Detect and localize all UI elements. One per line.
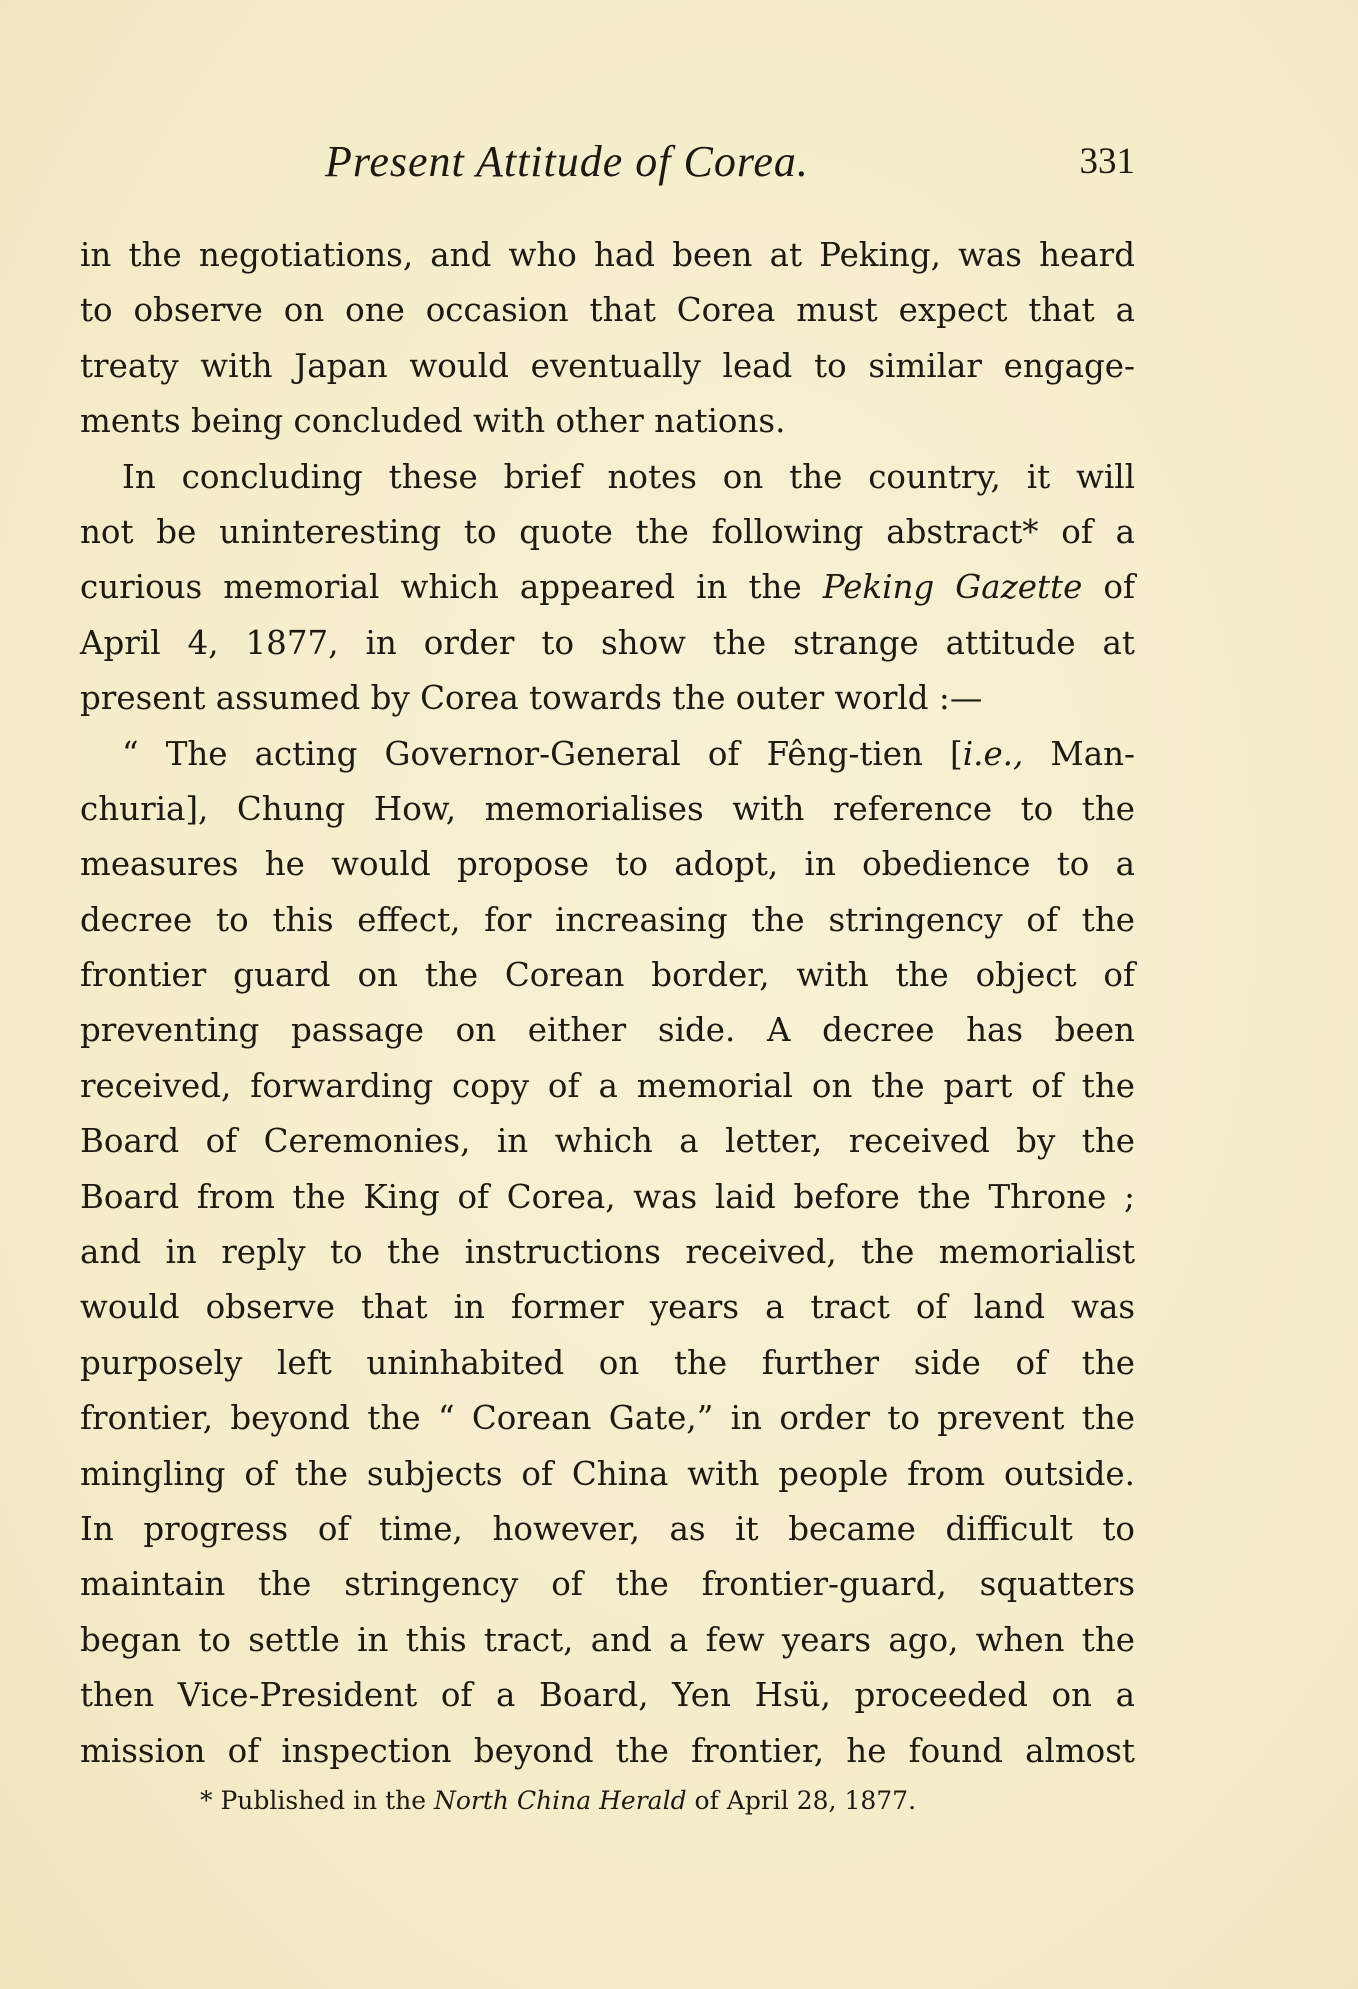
text-line: [80, 283, 1135, 338]
running-head: [80, 136, 1135, 196]
text-line: [80, 616, 1135, 671]
text-line: [80, 1225, 1135, 1280]
text-line-italic: Peking Gazette: [822, 568, 1083, 607]
text-line-content: Board from the King of Corea, was laid before the Throne ;: [80, 1177, 1135, 1216]
text-line-italic: i.e.,: [962, 734, 1024, 773]
text-line: [80, 727, 1135, 782]
footnote-pre: * Published in the: [200, 1786, 434, 1815]
text-line-content: preventing passage on either side. A decree has been: [80, 1011, 1135, 1050]
text-line-content: not be uninteresting to quote the following abstract* of a: [80, 512, 1135, 551]
text-line-content: then Vice-President of a Board, Yen Hsü, proceeded on a: [80, 1676, 1135, 1715]
footnote-italic: North China Herald: [433, 1786, 687, 1815]
text-line-content: mingling of the subjects of China with people from outside.: [80, 1454, 1135, 1493]
text-line-content: In progress of time, however, as it became difficult to: [80, 1509, 1135, 1548]
text-line-post: of: [1082, 568, 1135, 607]
text-line-content: measures he would propose to adopt, in obedience to a: [80, 845, 1135, 884]
body-text: [80, 228, 1135, 1779]
text-line-content: ments being concluded with other nations.: [80, 402, 786, 441]
text-line: [80, 1668, 1135, 1723]
text-line: [80, 1336, 1135, 1391]
page-number: 331: [1079, 141, 1135, 182]
text-line-content: present assumed by Corea towards the outer world :—: [80, 679, 983, 718]
text-line: [80, 948, 1135, 1003]
text-line: [80, 782, 1135, 837]
text-line: [80, 1557, 1135, 1612]
text-line-content: decree to this effect, for increasing the stringency of the: [80, 900, 1135, 939]
text-line-post: Man-: [1023, 734, 1135, 773]
text-line: [80, 1114, 1135, 1169]
text-line-pre: curious memorial which appeared in the: [80, 568, 823, 607]
text-line-content: April 4, 1877, in order to show the strange attitude at: [80, 623, 1135, 662]
text-line-content: frontier guard on the Corean border, with the object of: [80, 956, 1135, 995]
text-line-content: frontier, beyond the “ Corean Gate,” in order to prevent the: [80, 1399, 1135, 1438]
text-line: [80, 450, 1135, 505]
text-line-content: mission of inspection beyond the frontier, he found almost: [80, 1731, 1135, 1770]
text-line: [80, 1170, 1135, 1225]
text-line-content: maintain the stringency of the frontier-guard, squatters: [80, 1565, 1135, 1604]
text-line: [80, 505, 1135, 560]
text-line: [80, 893, 1135, 948]
text-line: [80, 1391, 1135, 1446]
text-line-content: received, forwarding copy of a memorial on the part of the: [80, 1066, 1135, 1105]
text-line-content: treaty with Japan would eventually lead to similar engage-: [80, 346, 1135, 385]
text-line-pre: “ The acting Governor-General of Fêng-tien [: [122, 734, 963, 773]
text-line-content: Board of Ceremonies, in which a letter, received by the: [80, 1122, 1135, 1161]
text-line-content: to observe on one occasion that Corea must expect that a: [80, 291, 1135, 330]
text-line-content: would observe that in former years a tract of land was: [80, 1288, 1135, 1327]
text-line: [80, 1724, 1135, 1779]
running-title: Present Attitude of Corea.: [325, 137, 809, 186]
text-line-content: purposely left uninhabited on the further side of the: [80, 1343, 1135, 1382]
text-line: [80, 1059, 1135, 1114]
text-line: [80, 837, 1135, 892]
text-line: [80, 1003, 1135, 1058]
text-line: [80, 1280, 1135, 1335]
text-line: [80, 671, 1135, 726]
text-line-content: churia], Chung How, memorialises with reference to the: [80, 789, 1135, 828]
text-line: [80, 394, 1135, 449]
footnote: [200, 1781, 1150, 1821]
footnote-post: of April 28, 1877.: [686, 1786, 917, 1815]
text-line: [80, 1447, 1135, 1502]
text-line: [80, 228, 1135, 283]
text-line: [80, 1613, 1135, 1668]
text-line-content: In concluding these brief notes on the country, it will: [122, 457, 1135, 496]
text-line-content: began to settle in this tract, and a few years ago, when the: [80, 1620, 1135, 1659]
text-line: [80, 1502, 1135, 1557]
text-line-content: in the negotiations, and who had been at Peking, was heard: [80, 236, 1135, 274]
text-line-content: and in reply to the instructions received, the memorialist: [80, 1233, 1135, 1272]
text-line: [80, 339, 1135, 394]
text-line: [80, 560, 1135, 615]
